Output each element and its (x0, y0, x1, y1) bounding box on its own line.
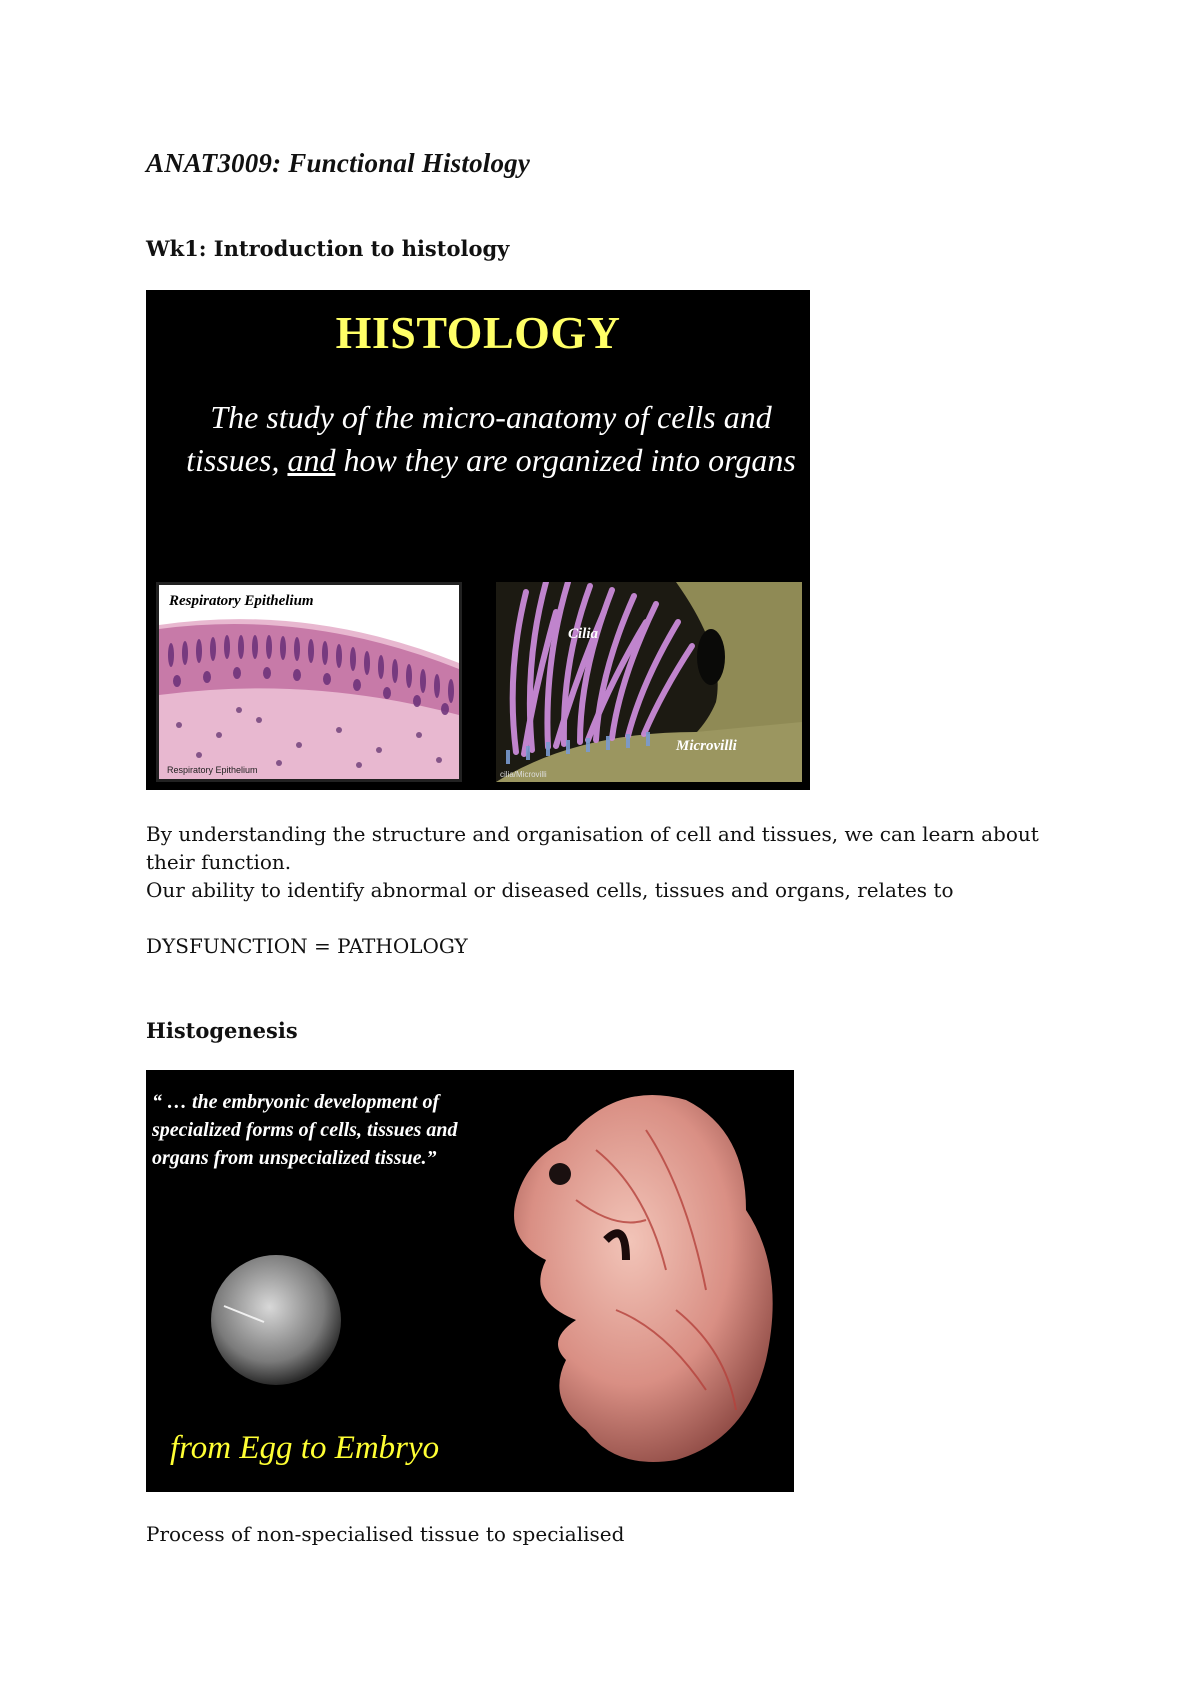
slide-title: HISTOLOGY (335, 307, 621, 358)
histogenesis-quote: “ … the embryonic development of specialized forms of cells, tissues and organs from unspecialized tissue.” (152, 1091, 458, 1169)
definition-part-1: The study of the micro-anatomy of cells and tissues, (186, 399, 772, 478)
histogenesis-slide-image (146, 1070, 794, 1492)
respiratory-epithelium-micrograph (156, 582, 462, 782)
dysfunction-equation: DYSFUNCTION = PATHOLOGY (146, 934, 468, 958)
egg-to-embryo-caption: from Egg to Embryo (170, 1430, 440, 1466)
cilia-label: Cilia (568, 626, 599, 642)
epithelium-illustration (159, 585, 459, 779)
microvilli-label: Microvilli (676, 738, 737, 754)
histogenesis-heading: Histogenesis (146, 1018, 298, 1043)
paragraph-abnormal-cells: Our ability to identify abnormal or diseased cells, tissues and organs, relates to (146, 878, 954, 902)
histology-slide-image (146, 290, 810, 790)
document-title: ANAT3009: Functional Histology (146, 148, 531, 178)
epithelium-caption: Respiratory Epithelium (167, 765, 258, 775)
paragraph-process: Process of non-specialised tissue to specialised (146, 1522, 625, 1546)
paragraph-structure-function: By understanding the structure and organisation of cell and tissues, we can learn about their function. (146, 822, 1039, 874)
definition-underlined-word: and (287, 442, 336, 478)
cilia-illustration (496, 582, 802, 782)
slide-definition (186, 396, 796, 482)
cilia-microvilli-micrograph (496, 582, 802, 782)
week-heading: Wk1: Introduction to histology (146, 236, 510, 261)
epithelium-label: Respiratory Epithelium (169, 593, 314, 609)
cilia-caption: cilia/Microvilli (500, 770, 547, 779)
definition-part-2: how they are organized into organs (343, 442, 796, 478)
